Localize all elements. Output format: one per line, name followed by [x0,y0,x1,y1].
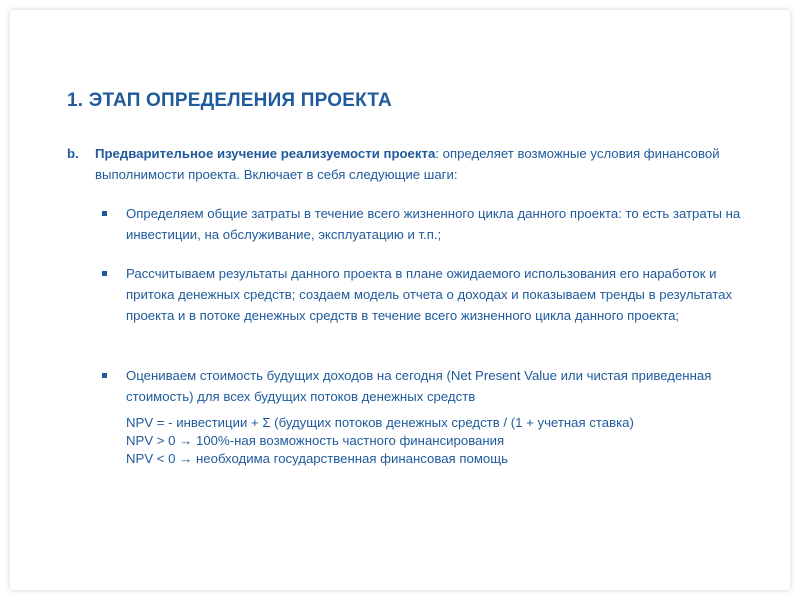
slide-title: 1. ЭТАП ОПРЕДЕЛЕНИЯ ПРОЕКТА [67,90,392,111]
section-intro: : определяет возможные условия финансовой выполнимости проекта. Включает в себя следующие шаги: [95,146,720,182]
bullet-square-icon [102,373,107,378]
bullet-text: Определяем общие затраты в течение всего жизненного цикла данного проекта: то есть затраты на инвестиции, на обслуживание, эксплуатацию и т.п.; [126,206,741,242]
list-item [102,263,746,326]
bullet-text: Оцениваем стоимость будущих доходов на сегодня (Net Present Value или чистая приведенная стоимость) для всех будущих потоков денежных средств [126,368,712,404]
section-heading: Предварительное изучение реализуемости проекта [95,146,436,161]
list-item [102,203,746,245]
section-marker: b. [67,146,79,161]
bullet-square-icon [102,211,107,216]
npv-positive-line: NPV > 0 → 100%-ная возможность частного финансирования [126,433,505,448]
npv-formulas [126,414,634,468]
bullet-square-icon [102,271,107,276]
npv-formula-line: NPV = - инвестиции + Σ (будущих потоков денежных средств / (1 + учетная ставка) [126,415,634,430]
list-item [102,365,746,407]
npv-negative-line: NPV < 0 → необходима государственная финансовая помощь [126,451,508,466]
section-body [95,143,747,185]
section-b [67,143,747,185]
bullet-text: Рассчитываем результаты данного проекта в плане ожидаемого использования его наработок и притока денежных средств; создаем модель отчета о доходах и показываем тренды в результатах проекта и в потоке денежных средств в течение всего жизненного цикла данного проекта; [126,266,733,323]
